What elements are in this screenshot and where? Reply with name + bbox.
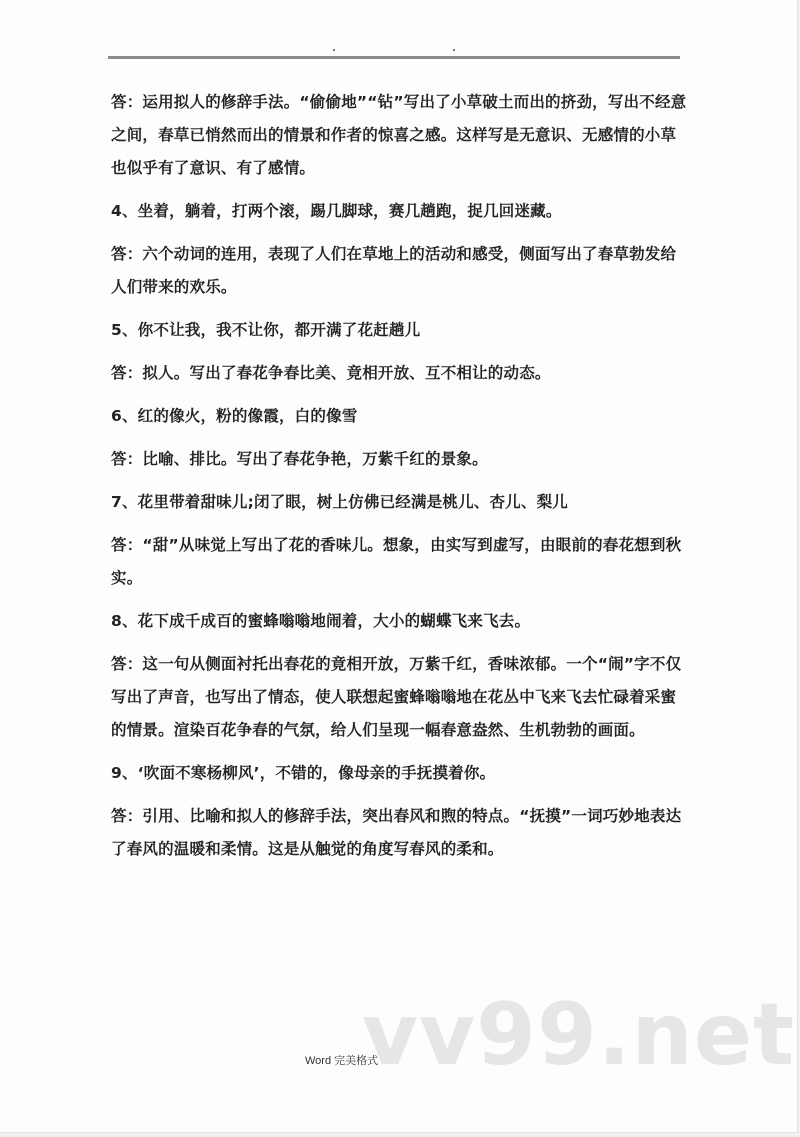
watermark: vv99.net xyxy=(362,985,796,1085)
question-paragraph: 5、你不让我，我不让你，都开满了花赶趟儿 xyxy=(111,321,421,339)
question-paragraph: 6、红的像火，粉的像霞，白的像雪 xyxy=(111,407,358,425)
answer-paragraph: 答：拟人。写出了春花争春比美、竟相开放、互不相让的动态。 xyxy=(111,364,551,382)
answer-paragraph: 答：“甜”从味觉上写出了花的香味儿。想象，由实写到虚写，由眼前的春花想到秋实。 xyxy=(111,536,682,587)
header-mark xyxy=(333,49,335,51)
question-paragraph: 7、花里带着甜味儿;闭了眼，树上仿佛已经满是桃儿、杏儿、梨儿 xyxy=(111,493,568,511)
answer-paragraph: 答：运用拟人的修辞手法。“偷偷地”“钻”写出了小草破土而出的挤劲，写出不经意之间，春草已悄然而出的情景和作者的惊喜之感。这样写是无意识、无感情的小草也似乎有了意识、有了感情。 xyxy=(111,93,687,177)
answer-paragraph: 答：引用、比喻和拟人的修辞手法，突出春风和煦的特点。“抚摸”一词巧妙地表达了春风的温暖和柔情。这是从触觉的角度写春风的柔和。 xyxy=(111,807,682,858)
question-paragraph: 9、‘吹面不寒杨柳风’，不错的，像母亲的手抚摸着你。 xyxy=(111,764,496,782)
header-rule xyxy=(108,56,680,59)
question-paragraph: 4、坐着，躺着，打两个滚，踢几脚球，赛几趟跑，捉几回迷藏。 xyxy=(111,202,562,220)
answer-paragraph: 答：比喻、排比。写出了春花争艳，万紫千红的景象。 xyxy=(111,450,488,468)
answer-paragraph: 答：六个动词的连用，表现了人们在草地上的活动和感受，侧面写出了春草勃发给人们带来的欢乐。 xyxy=(111,245,677,296)
page-footer: Word 完美格式 xyxy=(305,1055,379,1067)
answer-paragraph: 答：这一句从侧面衬托出春花的竟相开放，万紫千红，香味浓郁。一个“闹”字不仅写出了声音，也写出了情态，使人联想起蜜蜂嗡嗡地在花丛中飞来飞去忙碌着采蜜的情景。渲染百花争春的气氛，给人们呈现一幅春意盎然、生机勃勃的画面。 xyxy=(111,655,682,739)
header-mark xyxy=(453,49,455,51)
question-paragraph: 8、花下成千成百的蜜蜂嗡嗡地闹着，大小的蝴蝶飞来飞去。 xyxy=(111,612,531,630)
document-body xyxy=(111,86,691,866)
